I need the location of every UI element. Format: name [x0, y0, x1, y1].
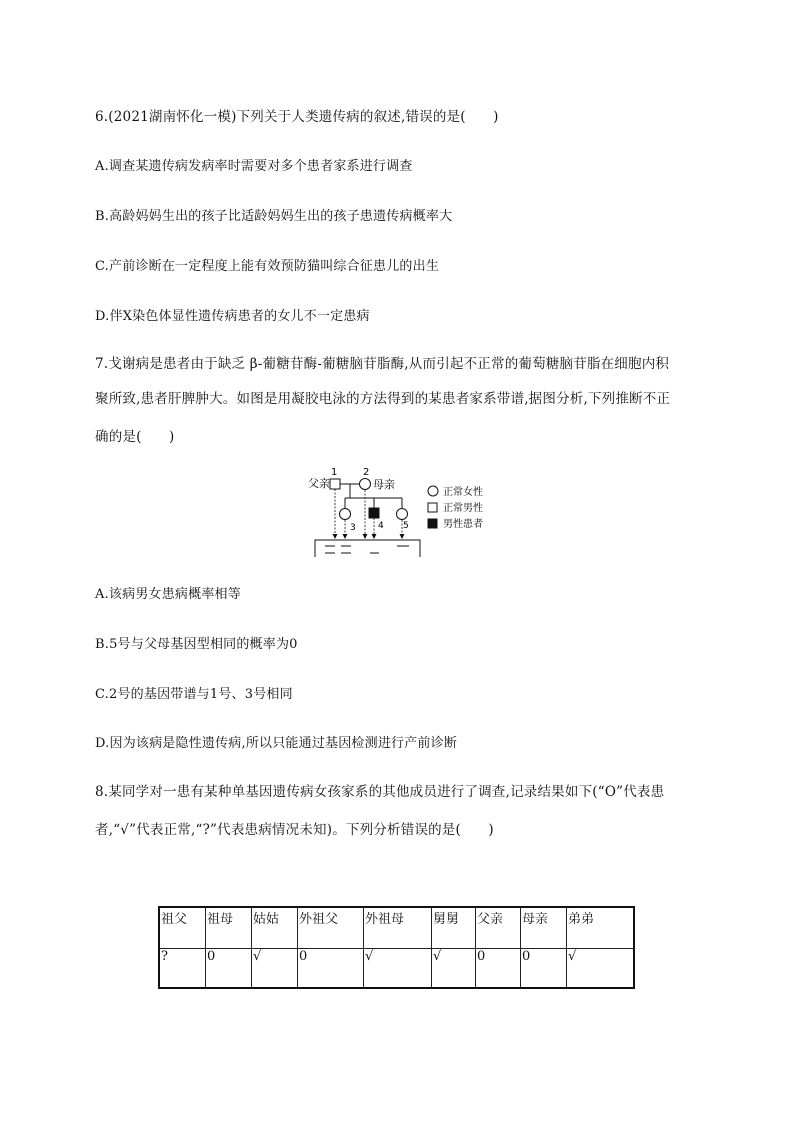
legend-affected-male: 男性患者 [443, 519, 483, 530]
legend-female-icon [428, 486, 438, 496]
legend-normal-female: 正常女性 [443, 487, 483, 498]
header-cell: 弟弟 [567, 907, 635, 949]
member-number-1: 1 [331, 467, 338, 478]
value-cell: √ [432, 949, 476, 989]
legend-male-icon [428, 503, 437, 512]
q8-stem-line-2: 者,“√”代表正常,“?”代表患病情况未知)。下列分析错误的是( ) [95, 822, 494, 838]
header-cell: 外祖母 [364, 907, 432, 949]
mother-circle [360, 479, 371, 490]
child-3-circle [340, 509, 351, 520]
value-cell: 0 [476, 949, 521, 989]
header-cell: 父亲 [476, 907, 521, 949]
value-cell: √ [252, 949, 298, 989]
value-cell: √ [567, 949, 635, 989]
legend-affected-male-icon [428, 519, 437, 528]
header-cell: 祖父 [159, 907, 206, 949]
q6-stem: 6.(2021湖南怀化一模)下列关于人类遗传病的叙述,错误的是( ) [95, 109, 499, 125]
child-5-circle [397, 509, 408, 520]
q7-stem-line-1: 7.戈谢病是患者由于缺乏 β-葡糖苷酶-葡糖脑苷脂酶,从而引起不正常的葡萄糖脑苷脂在细胞内积 [95, 356, 670, 372]
q7-stem-line-2: 聚所致,患者肝脾肿大。如图是用凝胶电泳的方法得到的某患者家系带谱,据图分析,下列推断不正 [95, 391, 671, 407]
value-cell: ? [159, 949, 206, 989]
header-cell: 姑姑 [252, 907, 298, 949]
q7-stem-line-3: 确的是( ) [95, 429, 175, 445]
value-cell: √ [364, 949, 432, 989]
header-cell: 祖母 [206, 907, 252, 949]
member-number-5: 5 [403, 521, 409, 531]
member-number-3: 3 [350, 523, 356, 533]
q6-option-a: A.调查某遗传病发病率时需要对多个患者家系进行调查 [95, 159, 413, 174]
gel-box [315, 540, 420, 557]
pedigree-figure [305, 465, 505, 560]
value-cell: 0 [298, 949, 364, 989]
value-cell: 0 [206, 949, 252, 989]
member-number-4: 4 [378, 521, 384, 531]
q6-option-c: C.产前诊断在一定程度上能有效预防猫叫综合征患儿的出生 [95, 259, 440, 274]
q8-stem-line-1: 8.某同学对一患有某种单基因遗传病女孩家系的其他成员进行了调查,记录结果如下(“O”代表患 [95, 784, 665, 800]
child-4-square [369, 508, 379, 518]
survey-table [158, 906, 635, 989]
value-cell: 0 [521, 949, 567, 989]
father-square [330, 479, 340, 489]
q6-option-d: D.伴X染色体显性遗传病患者的女儿不一定患病 [95, 309, 370, 324]
header-cell: 母亲 [521, 907, 567, 949]
mother-label: 母亲 [373, 478, 395, 491]
q7-option-c: C.2号的基因带谱与1号、3号相同 [95, 687, 293, 702]
father-label: 父亲 [308, 477, 330, 490]
q7-option-d: D.因为该病是隐性遗传病,所以只能通过基因检测进行产前诊断 [95, 736, 458, 751]
q6-option-b: B.高龄妈妈生出的孩子比适龄妈妈生出的孩子患遗传病概率大 [95, 209, 453, 224]
member-number-2: 2 [363, 467, 370, 478]
q7-option-b: B.5号与父母基因型相同的概率为0 [95, 637, 298, 652]
header-cell: 舅舅 [432, 907, 476, 949]
table-row [159, 949, 634, 989]
header-cell: 外祖父 [298, 907, 364, 949]
q7-option-a: A.该病男女患病概率相等 [95, 587, 241, 602]
legend-normal-male: 正常男性 [443, 503, 483, 514]
table-header-row [159, 907, 634, 949]
